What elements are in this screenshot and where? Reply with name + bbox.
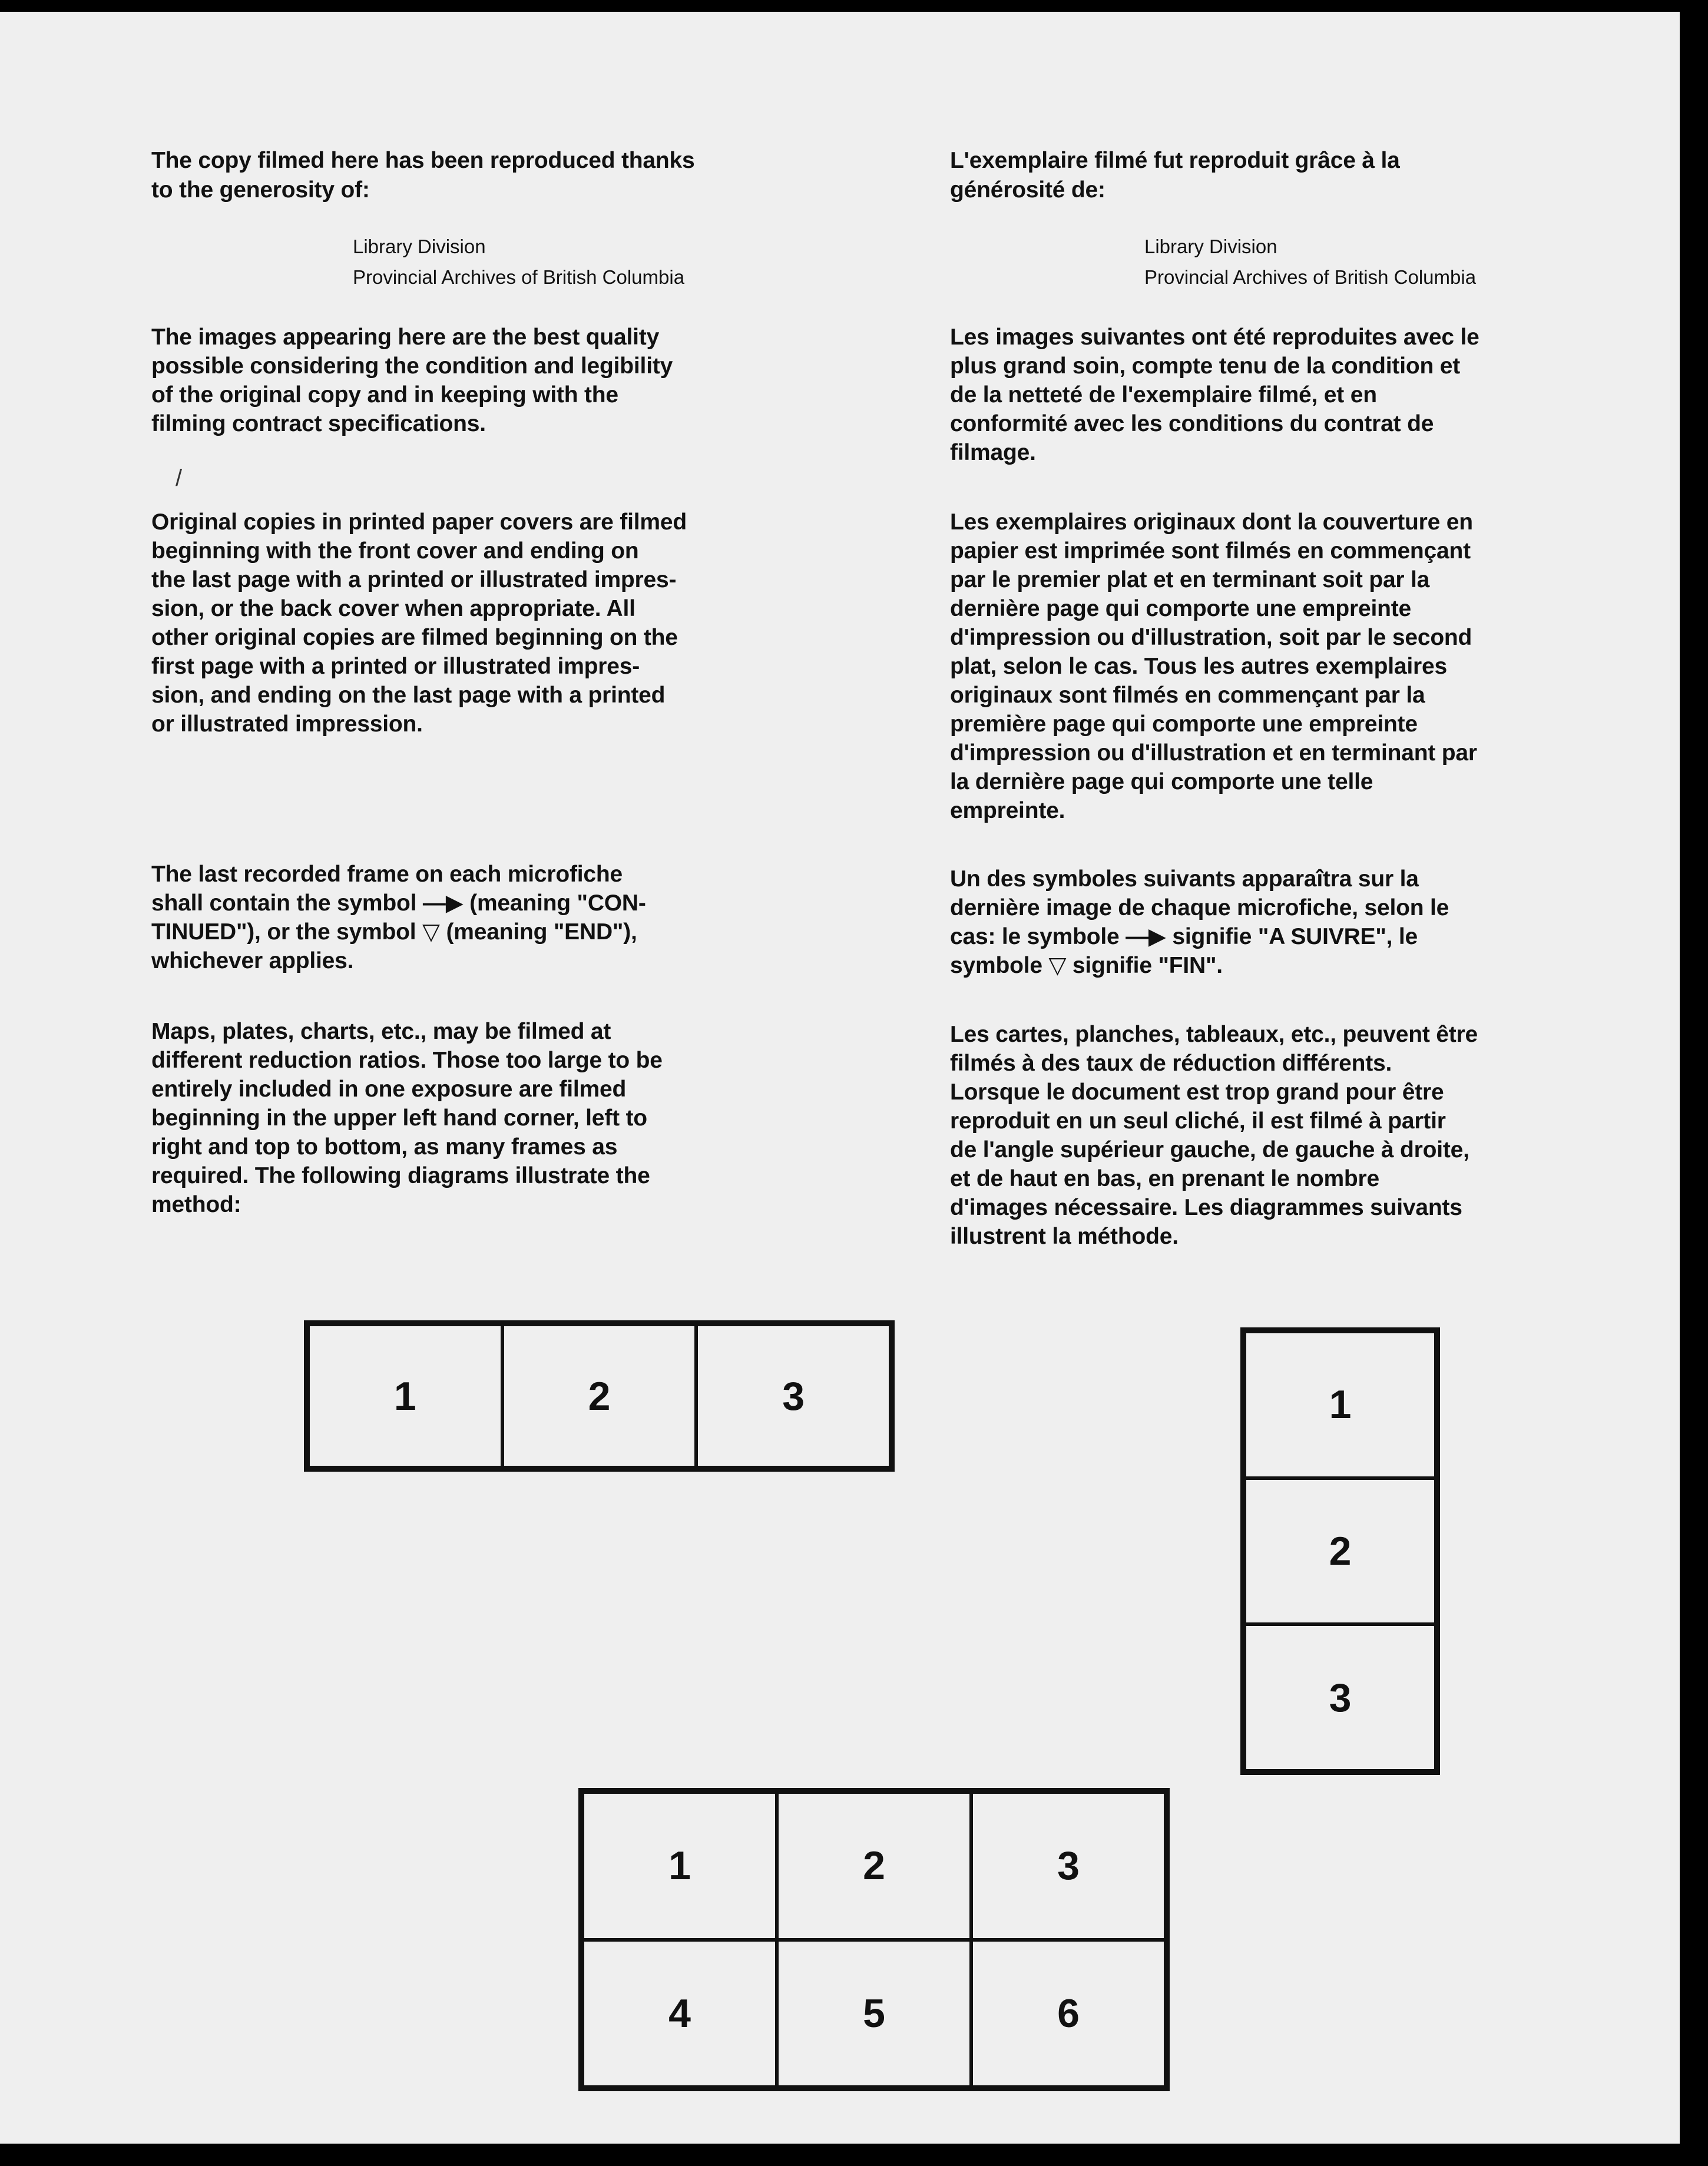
frame-cell: 1 [1244,1332,1436,1478]
english-credit: Library Division Provincial Archives of British Columbia [353,236,685,288]
film-border-bottom [0,2144,1708,2166]
english-originals-note: Original copies in printed paper covers are filmed beginning with the front cover and ending on the last page with a printed or illustrated impres- sion, or the back cover when appropriate. All other original copies are filmed beginning on the first page with a printed or illustrated impres- sion, and ending on the last page with a printed or illustrated impression. [151,509,687,737]
frame-cell: 3 [1244,1624,1436,1771]
microfiche-target-page [0,12,1680,2144]
diagram-vertical-frames [1240,1327,1440,1775]
frame-cell: 2 [1244,1478,1436,1625]
english-quality-note: The images appearing here are the best quality possible considering the condition and legibility of the original copy and in keeping with the filming contract specifications. [151,324,673,436]
french-symbols-note: Un des symboles suivants apparaîtra sur la dernière image de chaque microfiche, selon le cas: le symbole —▶ signifie "A SUIVRE", le symbole ▽ signifie "FIN". [950,866,1449,978]
film-border-right [1680,12,1708,2144]
frame-cell: 4 [582,1940,777,2088]
french-quality-note: Les images suivantes ont été reproduites avec le plus grand soin, compte tenu de la condition et de la netteté de l'exemplaire filmé, et en conformité avec les conditions du contrat de filmage. [950,324,1479,465]
english-intro: The copy filmed here has been reproduced thanks to the generosity of: [151,148,695,203]
french-maps-note: Les cartes, planches, tableaux, etc., peuvent être filmés à des taux de réduction différents. Lorsque le document est trop grand pour être reproduit en un seul cliché, il est filmé à partir de l'angle supérieur gauche, de gauche à droite, et de haut en bas, en prenant le nombre d'images nécessaire. Les diagrammes suivants illustrent la méthode. [950,1022,1478,1249]
frame-cell: 2 [777,1792,971,1940]
english-symbols-note: The last recorded frame on each microfiche shall contain the symbol —▶ (meaning "CON- TINUED"), or the symbol ▽ (meaning "END"), whichever applies. [151,862,646,973]
frame-cell: 3 [696,1324,891,1468]
frame-cell: 5 [777,1940,971,2088]
diagram-horizontal-frames [304,1320,895,1472]
frame-cell: 1 [582,1792,777,1940]
film-speck-mark: / [176,465,183,491]
frame-cell: 2 [502,1324,697,1468]
english-maps-note: Maps, plates, charts, etc., may be filmed at different reduction ratios. Those too large to be entirely included in one exposure are filmed beginning in the upper left hand corner, left to right and top to bottom, as many frames as required. The following diagrams illustrate the method: [151,1019,663,1217]
french-originals-note: Les exemplaires originaux dont la couverture en papier est imprimée sont filmés en commençant par le premier plat et en terminant soit par la dernière page qui comporte une empreinte d'impression ou d'illustration, soit par le second plat, selon le cas. Tous les autres exemplaires originaux sont filmés en commençant par la première page qui comporte une empreinte d'impression ou d'illustration et en terminant par la dernière page qui comporte une telle empreinte. [950,509,1477,823]
french-intro: L'exemplaire filmé fut reproduit grâce à la générosité de: [950,148,1400,203]
diagram-grid-frames [578,1788,1170,2091]
frame-cell: 1 [308,1324,502,1468]
frame-cell: 6 [971,1940,1166,2088]
french-credit: Library Division Provincial Archives of British Columbia [1144,236,1477,288]
frame-cell: 3 [971,1792,1166,1940]
